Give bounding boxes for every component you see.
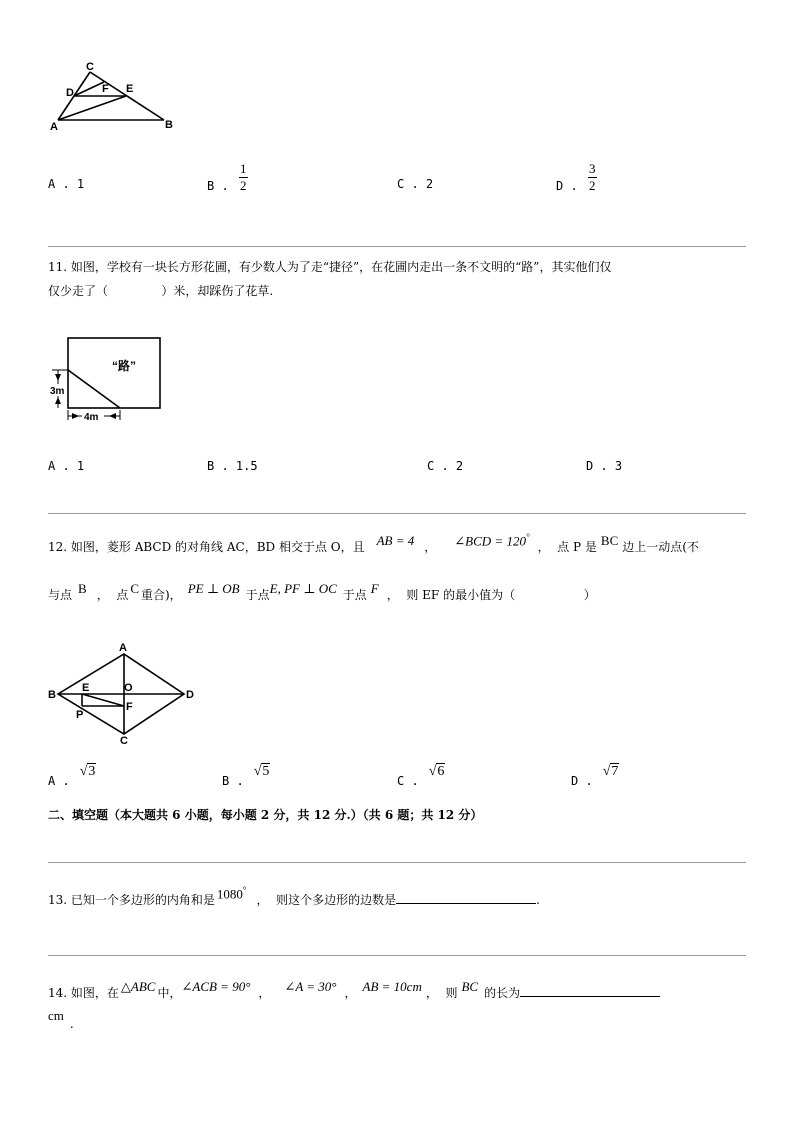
q14-text-part6: 的长为 <box>484 986 521 1000</box>
q12-option-d-radicand: 7 <box>611 764 619 779</box>
q12-option-b-prefix: B . <box>222 774 244 788</box>
q12-math-angle-degree: ° <box>525 532 530 542</box>
q12-math-b: B <box>78 581 87 596</box>
q12-text-part10: ， 则 EF 的最小值为（ ） <box>386 588 596 602</box>
q10-option-b-fraction <box>239 162 248 193</box>
q10-option-d[interactable] <box>556 162 597 193</box>
q12-option-b[interactable] <box>222 764 270 788</box>
q14-math-bc: BC <box>461 979 479 994</box>
q14-math-triangle: △ABC <box>120 979 156 994</box>
q11-option-d[interactable]: D . 3 <box>586 459 623 473</box>
q10-option-c[interactable]: C . 2 <box>397 177 434 191</box>
q13-text-part1: 13. 已知一个多边形的内角和是 <box>48 893 215 908</box>
q12-text-part6: ， 点 <box>96 588 129 602</box>
q10-option-b[interactable] <box>207 162 248 193</box>
q10-label-d: D <box>66 87 74 99</box>
q12-label-b: B <box>48 689 56 701</box>
q11-fig-3m-label: 3m <box>50 386 65 397</box>
q12-math-pe: PE ⊥ OB <box>187 581 240 596</box>
q13-math-sum <box>217 885 247 902</box>
q13-text-part2: ， 则这个多边形的边数是 <box>256 893 397 908</box>
q14-text <box>48 979 660 1001</box>
q11-option-c[interactable]: C . 2 <box>427 459 464 473</box>
separator-2 <box>48 513 746 514</box>
q12-option-d-sqrt: √7 <box>602 764 619 779</box>
q14-text-part2: 中， <box>157 986 182 1000</box>
q11-garden-figure <box>46 334 166 424</box>
q11-option-b[interactable]: B . 1.5 <box>207 459 258 473</box>
q13-answer-blank[interactable] <box>396 903 536 904</box>
q10-triangle-figure <box>46 58 186 133</box>
q12-option-b-sqrt: √5 <box>253 764 270 779</box>
q12-math-f: F <box>370 581 379 596</box>
q12-text-part7: 重合)， <box>141 588 182 602</box>
q12-text-part2: ， <box>424 540 437 555</box>
q14-text-part3: ， <box>258 986 271 1000</box>
q12-option-d[interactable] <box>571 764 619 788</box>
q12-option-a-prefix: A . <box>48 774 70 788</box>
q12-text-part3: ， 点 P 是 <box>537 540 597 555</box>
q10-label-f: F <box>102 83 109 95</box>
q12-text-line1 <box>48 532 699 555</box>
q12-option-a-sqrt: √3 <box>79 764 96 779</box>
q12-text-line2 <box>48 581 596 603</box>
q12-math-angle <box>454 532 529 549</box>
q10-option-d-denominator: 2 <box>588 178 596 193</box>
q13-text <box>48 885 540 908</box>
separator-4 <box>48 955 746 956</box>
q12-label-p: P <box>76 709 84 721</box>
q12-option-a[interactable] <box>48 764 96 788</box>
q14-math-ab: AB = 10cm <box>362 979 422 994</box>
q12-label-f: F <box>126 701 133 713</box>
q12-label-o: O <box>124 682 133 694</box>
q10-label-a: A <box>50 121 58 133</box>
q12-math-epf: E, PF ⊥ OC <box>269 581 337 596</box>
q14-answer-blank[interactable] <box>520 996 660 997</box>
q12-label-a: A <box>119 642 127 654</box>
q12-option-b-radicand: 5 <box>262 764 270 779</box>
q14-unit: cm <box>48 1008 64 1023</box>
q10-option-b-prefix: B . <box>207 179 229 193</box>
q11-fig-road-label: “路” <box>112 359 137 373</box>
q12-label-c: C <box>120 735 128 747</box>
q14-text-part1: 14. 如图，在 <box>48 986 119 1000</box>
q11-fig-4m-label: 4m <box>84 412 99 423</box>
q13-math-sum-degree: ° <box>242 885 247 895</box>
q11-text-line1: 11. 如图，学校有一块长方形花圃，有少数人为了走“捷径”，在花圃内走出一条不文明的“路”，其实他们仅 <box>48 260 612 274</box>
q10-option-d-prefix: D . <box>556 179 578 193</box>
q11-text-line2: 仅少走了（ ）米，却踩伤了花草. <box>48 284 274 298</box>
q12-label-e: E <box>82 682 90 694</box>
separator-3 <box>48 862 746 863</box>
q10-label-e: E <box>126 83 134 95</box>
q12-option-c-sqrt: √6 <box>428 764 445 779</box>
q10-option-b-numerator: 1 <box>239 161 247 176</box>
q12-option-d-prefix: D . <box>571 774 593 788</box>
q14-text-part7: . <box>69 1017 74 1031</box>
q13-text-part3: . <box>536 893 540 908</box>
separator-1 <box>48 246 746 247</box>
q10-option-d-fraction <box>588 162 597 193</box>
q13-math-sum-value: 1080 <box>216 886 243 902</box>
q12-option-c-prefix: C . <box>397 774 419 788</box>
q14-math-a: ∠A = 30° <box>284 979 337 994</box>
q10-option-a[interactable]: A . 1 <box>48 177 85 191</box>
q12-math-bc: BC <box>600 533 619 549</box>
q10-option-b-denominator: 2 <box>239 178 247 193</box>
q14-text-part5: ， 则 <box>425 986 458 1000</box>
q12-math-ab: AB = 4 <box>376 533 415 549</box>
q12-option-a-radicand: 3 <box>88 764 96 779</box>
q12-option-c[interactable] <box>397 764 445 788</box>
q11-option-a[interactable]: A . 1 <box>48 459 85 473</box>
q12-text-part8: 于点 <box>245 588 270 602</box>
q12-text-part4: 边上一动点(不 <box>622 540 699 555</box>
q12-math-c: C <box>130 581 139 596</box>
q12-math-angle-value: ∠BCD = 120 <box>454 533 526 549</box>
q10-option-d-numerator: 3 <box>588 161 596 176</box>
q10-label-b: B <box>165 119 173 131</box>
q12-option-c-radicand: 6 <box>437 764 445 779</box>
q12-text-part1: 12. 如图，菱形 ABCD 的对角线 AC，BD 相交于点 O，且 <box>48 540 365 555</box>
q14-text-line2 <box>48 1008 74 1031</box>
q12-text-part5: 与点 <box>48 588 73 602</box>
q14-math-acb: ∠ACB = 90° <box>181 979 251 994</box>
q12-text-part9: 于点 <box>342 588 367 602</box>
q12-rhombus-figure <box>46 640 206 750</box>
q12-label-d: D <box>186 689 194 701</box>
q14-text-part4: ， <box>344 986 357 1000</box>
section-2-heading: 二、填空题（本大题共 6 小题，每小题 2 分，共 12 分.）（共 6 题；共 12 分） <box>48 808 483 822</box>
q10-label-c: C <box>86 61 94 73</box>
